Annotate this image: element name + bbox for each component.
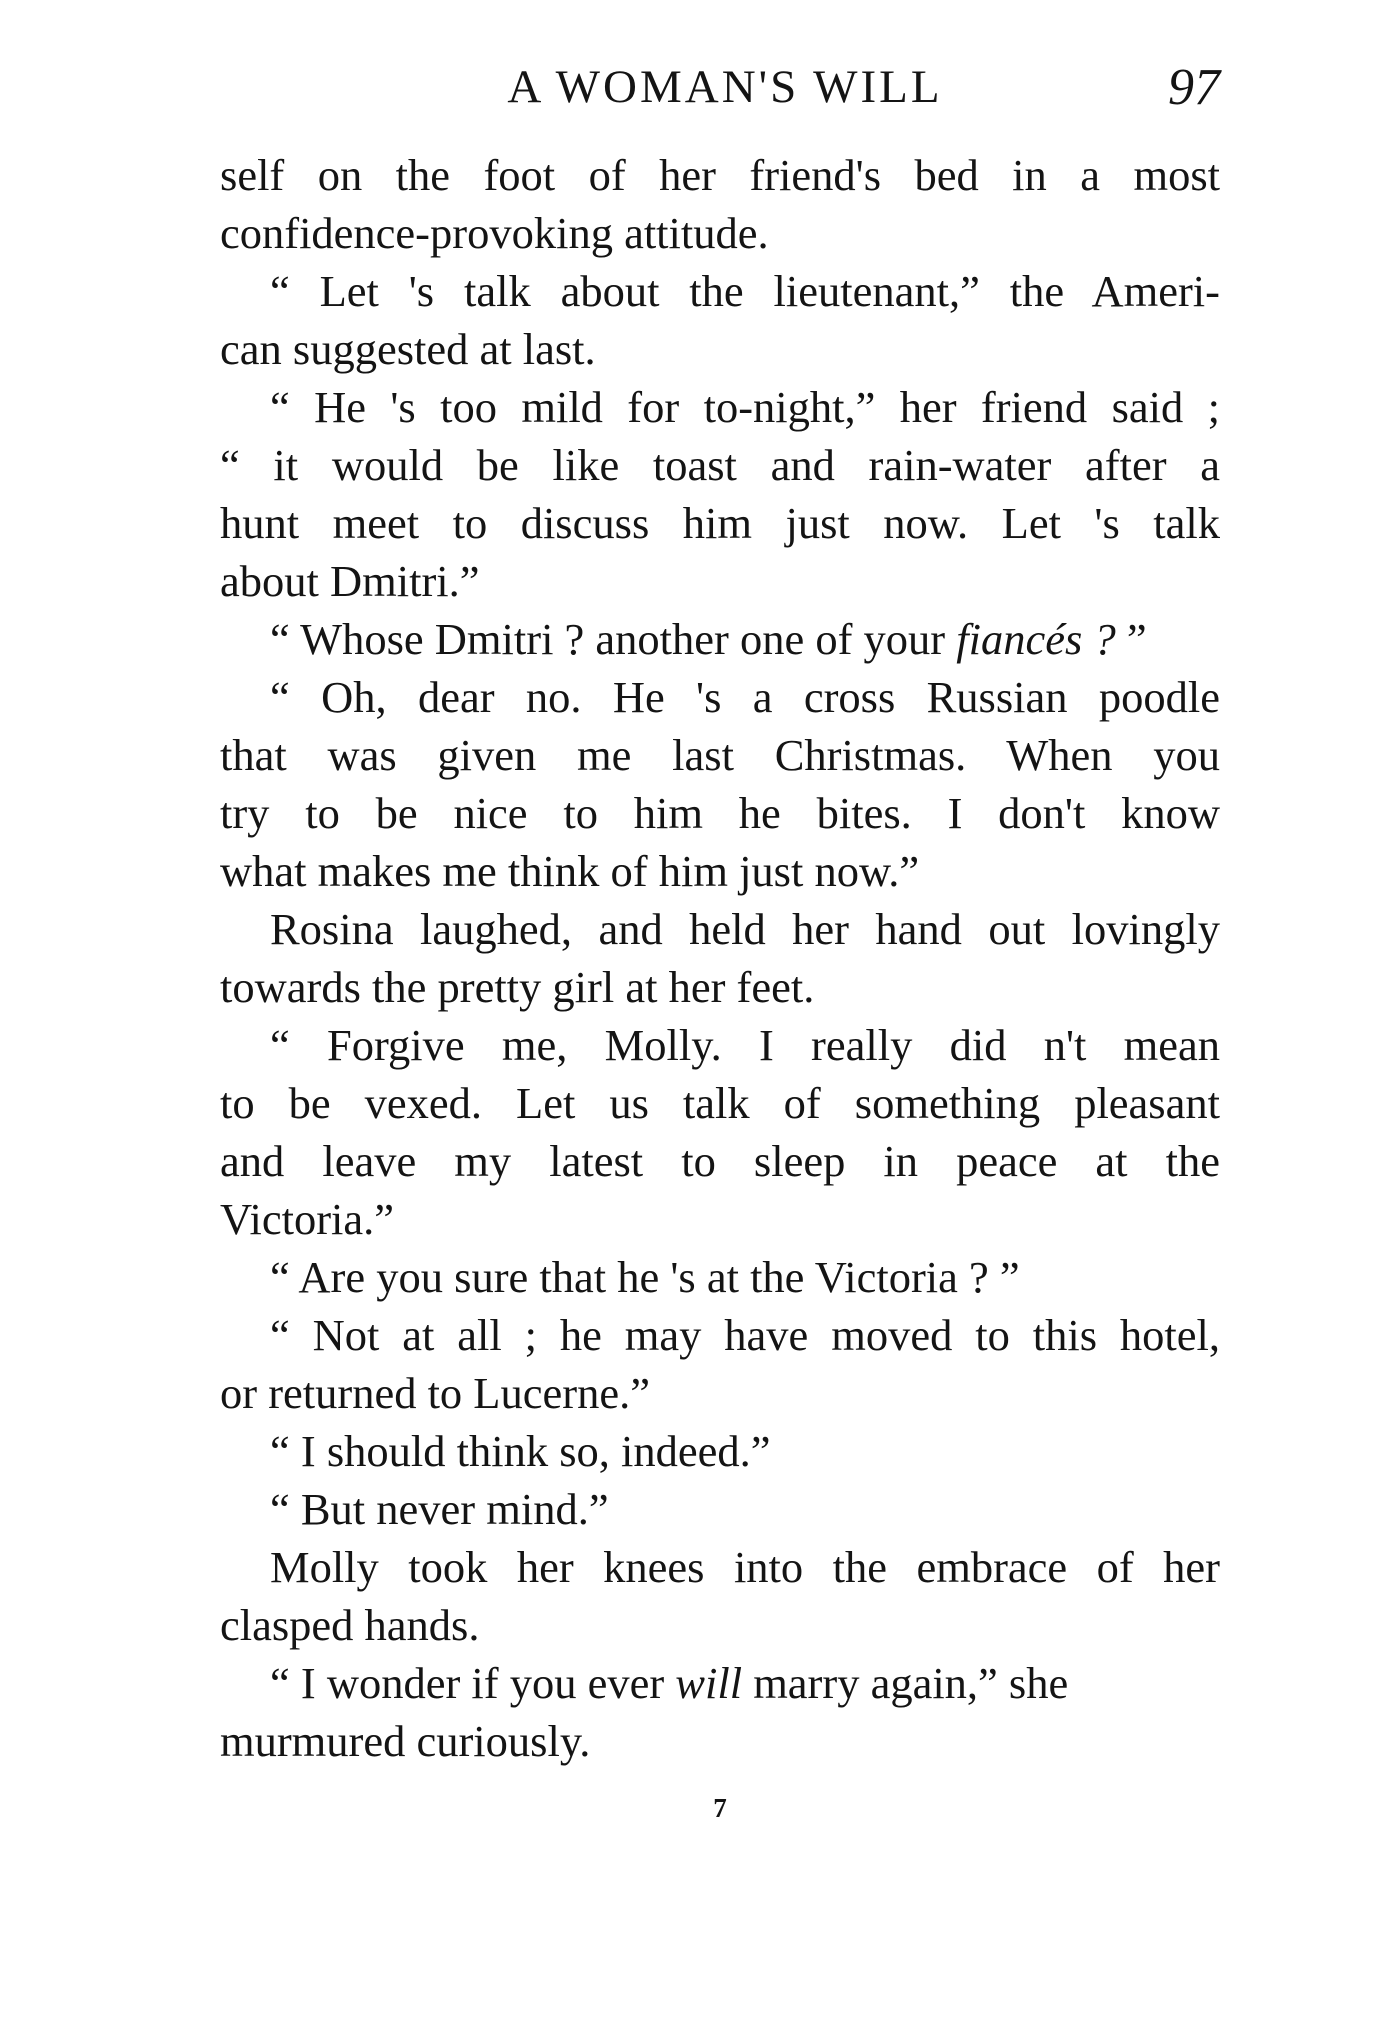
running-head — [220, 54, 1230, 124]
text-line: Rosina laughed, and held her hand out lovingly — [270, 904, 1220, 954]
text-line — [220, 1654, 1220, 1712]
text-fragment: marry again,” she — [742, 1658, 1069, 1708]
text-line: “ Let 's talk about the lieutenant,” the Ameri- — [270, 266, 1220, 316]
text-line: and leave my latest to sleep in peace at the — [220, 1136, 1220, 1186]
text-line: “ But never mind.” — [270, 1484, 609, 1534]
text-line — [220, 610, 1220, 668]
text-line: “ it would be like toast and rain-water after a — [220, 440, 1220, 490]
text-line: “ Oh, dear no. He 's a cross Russian poodle — [270, 672, 1220, 722]
text-line: try to be nice to him he bites. I don't know — [220, 788, 1220, 838]
text-line: murmured curiously. — [220, 1716, 591, 1766]
text-line: “ Are you sure that he 's at the Victoria ? ” — [270, 1252, 1020, 1302]
italic-word: fiancés ? — [956, 614, 1116, 664]
text-line: “ I should think so, indeed.” — [270, 1426, 771, 1476]
body-text — [220, 146, 1220, 1770]
text-line: that was given me last Christmas. When you — [220, 730, 1220, 780]
signature-mark: 7 — [713, 1793, 727, 1823]
text-line: hunt meet to discuss him just now. Let 's talk — [220, 498, 1220, 548]
text-line: “ Not at all ; he may have moved to this hotel, — [270, 1310, 1220, 1360]
text-line: about Dmitri.” — [220, 556, 480, 606]
text-line: to be vexed. Let us talk of something pleasant — [220, 1078, 1220, 1128]
text-line: clasped hands. — [220, 1600, 480, 1650]
text-line: “ He 's too mild for to-night,” her friend said ; — [270, 382, 1220, 432]
text-fragment: “ I wonder if you ever — [270, 1658, 676, 1708]
text-line: can suggested at last. — [220, 324, 596, 374]
text-fragment: ” — [1115, 614, 1147, 664]
running-title: A WOMAN'S WILL — [507, 61, 943, 113]
text-line: Victoria.” — [220, 1194, 395, 1244]
italic-word: will — [675, 1658, 743, 1708]
text-line: or returned to Lucerne.” — [220, 1368, 650, 1418]
text-fragment: “ Whose Dmitri ? another one of your — [270, 614, 957, 664]
text-line: Molly took her knees into the embrace of her — [270, 1542, 1220, 1592]
text-line: “ Forgive me, Molly. I really did n't mean — [270, 1020, 1220, 1070]
text-line: what makes me think of him just now.” — [220, 846, 920, 896]
text-line: self on the foot of her friend's bed in a most — [220, 150, 1220, 200]
text-line: confidence-provoking attitude. — [220, 208, 769, 258]
text-line: towards the pretty girl at her feet. — [220, 962, 815, 1012]
page-number: 97 — [1168, 59, 1220, 116]
